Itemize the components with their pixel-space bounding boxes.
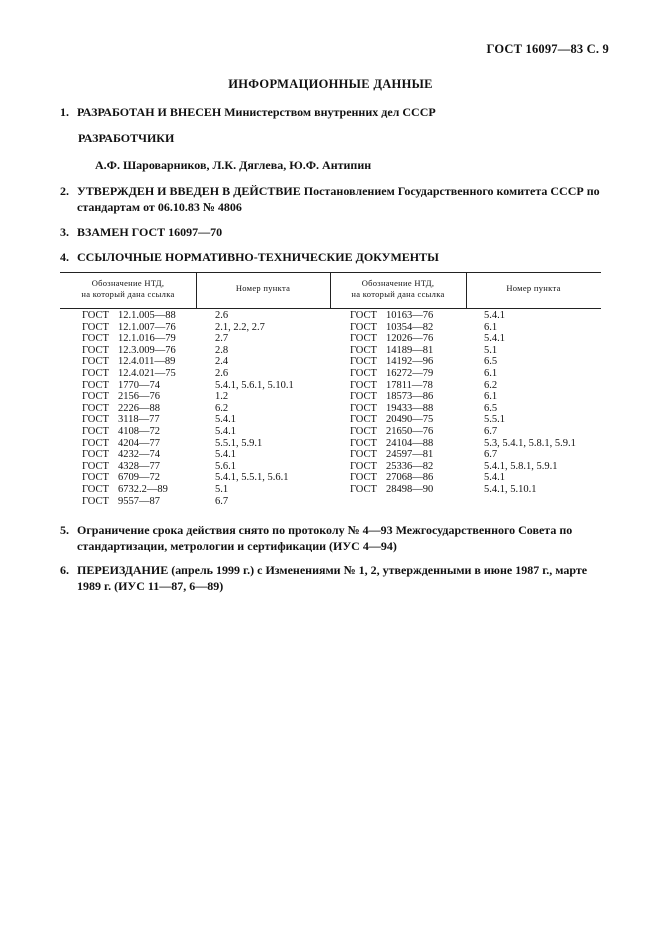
table-row-clause: 5.4.1, 5.8.1, 5.9.1 bbox=[484, 460, 558, 472]
table-row-designation bbox=[350, 414, 433, 426]
table-row-designation bbox=[82, 356, 176, 368]
document-number: 4108—72 bbox=[118, 425, 160, 437]
gost-prefix: ГОСТ bbox=[82, 391, 109, 403]
table-row-designation bbox=[350, 449, 433, 461]
table-row-designation bbox=[350, 310, 433, 322]
gost-prefix: ГОСТ bbox=[350, 483, 377, 495]
table-row-designation bbox=[82, 333, 176, 345]
gost-prefix: ГОСТ bbox=[82, 495, 109, 507]
table-row-clause: 5.4.1 bbox=[484, 310, 505, 321]
table-row-designation bbox=[82, 380, 176, 392]
gost-prefix: ГОСТ bbox=[82, 333, 109, 345]
table-row-clause: 5.1 bbox=[215, 483, 229, 495]
developers-names: А.Ф. Шароварников, Л.К. Дяглева, Ю.Ф. Антипин bbox=[95, 158, 372, 172]
table-row-clause: 5.4.1, 5.6.1, 5.10.1 bbox=[215, 379, 294, 391]
item-number: 1. bbox=[60, 105, 69, 119]
gost-prefix: ГОСТ bbox=[350, 379, 377, 391]
table-row-designation bbox=[350, 472, 433, 484]
gost-prefix: ГОСТ bbox=[350, 321, 377, 333]
item-text: УТВЕРЖДЕН И ВВЕДЕН В ДЕЙСТВИЕ Постановлением Государственного комитета СССР по стандартам от 06.10.83 № 4806 bbox=[77, 184, 600, 214]
table-row-clause: 6.2 bbox=[484, 379, 498, 391]
gost-prefix: ГОСТ bbox=[350, 333, 377, 345]
table-row-clause: 6.2 bbox=[215, 402, 229, 414]
document-number: 24104—88 bbox=[386, 437, 434, 449]
table-row-designation bbox=[82, 345, 176, 357]
table-row-designation bbox=[350, 333, 433, 345]
document-number: 1770—74 bbox=[118, 379, 160, 391]
document-number: 6732.2—89 bbox=[118, 483, 168, 495]
item-number: 6. bbox=[60, 563, 69, 577]
gost-prefix: ГОСТ bbox=[82, 460, 109, 472]
document-number: 9557—87 bbox=[118, 495, 160, 507]
left-designation-column bbox=[82, 310, 176, 507]
table-row-designation bbox=[82, 414, 176, 426]
table-row-designation bbox=[350, 345, 433, 357]
document-number: 12.3.009—76 bbox=[118, 344, 176, 356]
table-row-designation bbox=[82, 484, 176, 496]
table-row-designation bbox=[350, 484, 433, 496]
document-number: 12.4.021—75 bbox=[118, 367, 176, 379]
table-row-clause: 6.5 bbox=[484, 356, 498, 368]
item-text: ПЕРЕИЗДАНИЕ (апрель 1999 г.) с Изменениями № 1, 2, утвержденными в июне 1987 г., марте 1989 г. (ИУС 11—87, 6—89) bbox=[77, 563, 588, 593]
table-row-clause: 2.6 bbox=[215, 367, 229, 379]
table-row-clause: 2.6 bbox=[215, 310, 229, 321]
table-row-clause: 5.4.1 bbox=[484, 472, 505, 484]
table-row-clause: 2.8 bbox=[215, 344, 229, 356]
document-title: ИНФОРМАЦИОННЫЕ ДАННЫЕ bbox=[228, 77, 433, 91]
table-row-designation bbox=[82, 461, 176, 473]
item-text: ВЗАМЕН ГОСТ 16097—70 bbox=[77, 225, 223, 239]
table-row-clause: 5.1 bbox=[484, 344, 498, 356]
gost-prefix: ГОСТ bbox=[350, 460, 377, 472]
table-row-clause: 5.4.1, 5.5.1, 5.6.1 bbox=[215, 472, 289, 484]
gost-prefix: ГОСТ bbox=[82, 379, 109, 391]
table-row-designation bbox=[82, 310, 176, 322]
table-row-clause: 6.5 bbox=[484, 402, 498, 414]
gost-prefix: ГОСТ bbox=[350, 391, 377, 403]
table-row-clause: 5.4.1 bbox=[215, 425, 236, 437]
table-row-designation bbox=[350, 461, 433, 473]
right-clause-column bbox=[484, 310, 576, 496]
document-number: 14189—81 bbox=[386, 344, 434, 356]
gost-prefix: ГОСТ bbox=[350, 472, 377, 484]
table-row-designation bbox=[82, 403, 176, 415]
table-row-clause: 5.5.1 bbox=[484, 414, 505, 426]
document-number: 12.1.007—76 bbox=[118, 321, 176, 333]
header-designation-left: Обозначение НТД, на который дана ссылка bbox=[81, 278, 175, 299]
document-number: 6709—72 bbox=[118, 472, 160, 484]
table-row-clause: 2.7 bbox=[215, 333, 229, 345]
gost-prefix: ГОСТ bbox=[82, 321, 109, 333]
table-row-designation bbox=[82, 322, 176, 334]
item-5 bbox=[60, 522, 605, 554]
document-number: 4328—77 bbox=[118, 460, 160, 472]
reference-table bbox=[60, 272, 601, 507]
item-number: 5. bbox=[60, 523, 69, 537]
table-row-designation bbox=[350, 403, 433, 415]
gost-prefix: ГОСТ bbox=[350, 344, 377, 356]
gost-prefix: ГОСТ bbox=[350, 356, 377, 368]
right-designation-column bbox=[350, 310, 433, 496]
table-row-designation bbox=[82, 472, 176, 484]
gost-prefix: ГОСТ bbox=[82, 472, 109, 484]
gost-prefix: ГОСТ bbox=[82, 367, 109, 379]
document-number: 18573—86 bbox=[386, 391, 434, 403]
gost-prefix: ГОСТ bbox=[82, 449, 109, 461]
gost-prefix: ГОСТ bbox=[82, 310, 109, 321]
document-number: 28498—90 bbox=[386, 483, 434, 495]
gost-prefix: ГОСТ bbox=[82, 414, 109, 426]
item-1 bbox=[60, 104, 605, 120]
item-number: 3. bbox=[60, 225, 69, 239]
document-number: 4232—74 bbox=[118, 449, 160, 461]
gost-prefix: ГОСТ bbox=[350, 437, 377, 449]
table-row-clause: 5.6.1 bbox=[215, 460, 236, 472]
document-number: 4204—77 bbox=[118, 437, 160, 449]
table-row-clause: 5.4.1 bbox=[215, 414, 236, 426]
table-row-designation bbox=[350, 391, 433, 403]
table-row-clause: 2.1, 2.2, 2.7 bbox=[215, 321, 265, 333]
document-number: 21650—76 bbox=[386, 425, 434, 437]
item-text: ССЫЛОЧНЫЕ НОРМАТИВНО-ТЕХНИЧЕСКИЕ ДОКУМЕНТЫ bbox=[77, 250, 439, 264]
document-number: 12.1.016—79 bbox=[118, 333, 176, 345]
table-row-clause: 5.4.1 bbox=[484, 333, 505, 345]
table-row-designation bbox=[82, 391, 176, 403]
table-row-clause: 5.5.1, 5.9.1 bbox=[215, 437, 263, 449]
table-row-clause: 6.7 bbox=[484, 449, 498, 461]
gost-prefix: ГОСТ bbox=[82, 344, 109, 356]
table-row-clause: 6.7 bbox=[215, 495, 229, 507]
document-number: 25336—82 bbox=[386, 460, 434, 472]
item-6 bbox=[60, 562, 605, 594]
item-3 bbox=[60, 224, 605, 240]
table-row-clause: 1.2 bbox=[215, 391, 229, 403]
table-header-rule bbox=[60, 308, 601, 309]
document-number: 16272—79 bbox=[386, 367, 434, 379]
header-designation-right: Обозначение НТД, на который дана ссылка bbox=[351, 278, 445, 299]
table-row-designation bbox=[82, 449, 176, 461]
table-row-clause: 2.4 bbox=[215, 356, 229, 368]
header-clause-left: Номер пункта bbox=[235, 283, 291, 293]
item-2 bbox=[60, 183, 605, 215]
gost-prefix: ГОСТ bbox=[350, 402, 377, 414]
table-row-designation bbox=[82, 426, 176, 438]
document-number: 3118—77 bbox=[118, 414, 160, 426]
item-text: Ограничение срока действия снято по протоколу № 4—93 Межгосударственного Совета по стандартизации, метрологии и сертификации (ИУС 4—94) bbox=[77, 523, 573, 553]
table-row-designation bbox=[82, 496, 176, 508]
gost-prefix: ГОСТ bbox=[82, 402, 109, 414]
table-row-clause: 5.4.1, 5.10.1 bbox=[484, 483, 537, 495]
document-number: 14192—96 bbox=[386, 356, 434, 368]
table-row-designation bbox=[350, 368, 433, 380]
document-number: 12.1.005—88 bbox=[118, 310, 176, 321]
developers-label: РАЗРАБОТЧИКИ bbox=[78, 131, 175, 145]
gost-prefix: ГОСТ bbox=[350, 425, 377, 437]
table-row-designation bbox=[350, 356, 433, 368]
gost-prefix: ГОСТ bbox=[350, 310, 377, 321]
table-row-designation bbox=[350, 380, 433, 392]
table-row-clause: 6.1 bbox=[484, 321, 498, 333]
left-clause-column bbox=[215, 310, 294, 507]
document-number: 2226—88 bbox=[118, 402, 160, 414]
gost-prefix: ГОСТ bbox=[82, 356, 109, 368]
gost-prefix: ГОСТ bbox=[82, 483, 109, 495]
document-number: 12.4.011—89 bbox=[118, 356, 176, 368]
page-header: ГОСТ 16097—83 С. 9 bbox=[486, 42, 609, 56]
table-row-designation bbox=[350, 322, 433, 334]
table-row-designation bbox=[82, 438, 176, 450]
document-number: 10354—82 bbox=[386, 321, 434, 333]
table-row-designation bbox=[350, 426, 433, 438]
document-number: 10163—76 bbox=[386, 310, 434, 321]
document-number: 2156—76 bbox=[118, 391, 160, 403]
gost-prefix: ГОСТ bbox=[82, 425, 109, 437]
table-row-clause: 5.4.1 bbox=[215, 449, 236, 461]
gost-prefix: ГОСТ bbox=[350, 449, 377, 461]
table-row-designation bbox=[82, 368, 176, 380]
table-row-clause: 5.3, 5.4.1, 5.8.1, 5.9.1 bbox=[484, 437, 576, 449]
item-number: 2. bbox=[60, 184, 69, 198]
document-number: 17811—78 bbox=[386, 379, 433, 391]
gost-prefix: ГОСТ bbox=[350, 367, 377, 379]
document-number: 24597—81 bbox=[386, 449, 434, 461]
table-row-clause: 6.1 bbox=[484, 367, 498, 379]
table-row-clause: 6.1 bbox=[484, 391, 498, 403]
document-number: 27068—86 bbox=[386, 472, 434, 484]
header-clause-right: Номер пункта bbox=[506, 283, 561, 293]
document-number: 12026—76 bbox=[386, 333, 434, 345]
gost-prefix: ГОСТ bbox=[82, 437, 109, 449]
document-number: 19433—88 bbox=[386, 402, 434, 414]
gost-prefix: ГОСТ bbox=[350, 414, 377, 426]
item-4 bbox=[60, 249, 605, 265]
document-number: 20490—75 bbox=[386, 414, 434, 426]
item-number: 4. bbox=[60, 250, 69, 264]
item-text: РАЗРАБОТАН И ВНЕСЕН Министерством внутренних дел СССР bbox=[77, 105, 436, 119]
table-row-clause: 6.7 bbox=[484, 425, 498, 437]
table-row-designation bbox=[350, 438, 433, 450]
